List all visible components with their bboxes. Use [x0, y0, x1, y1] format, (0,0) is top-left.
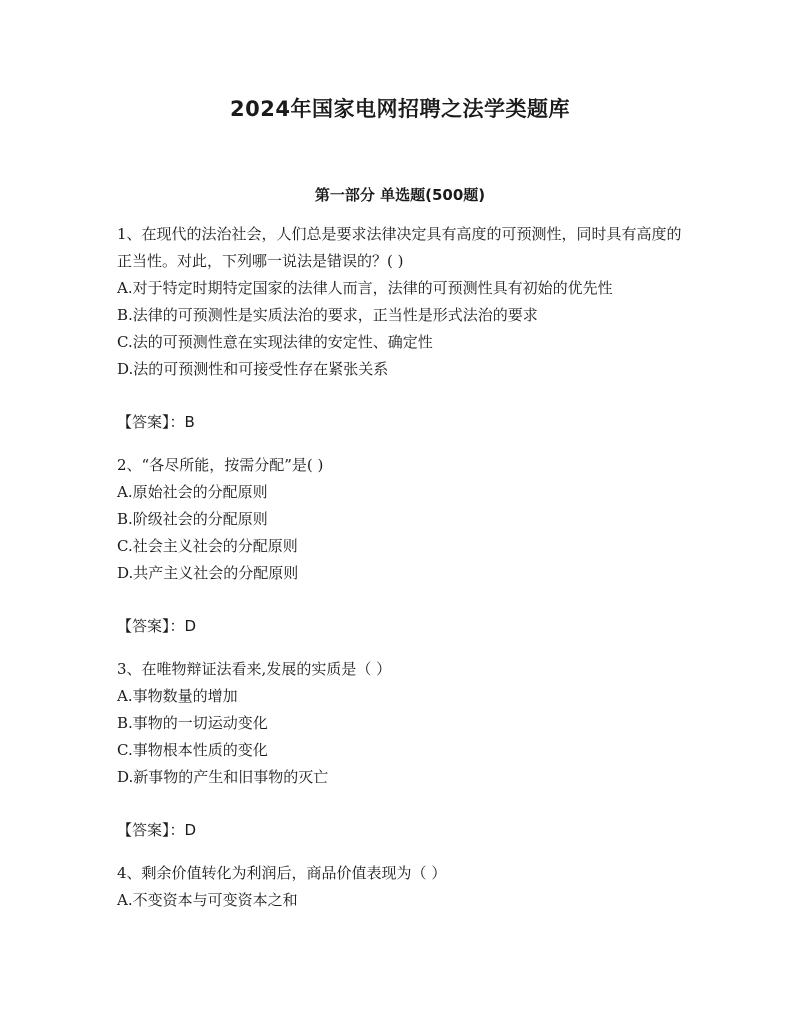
answer-value: ：B	[169, 413, 195, 431]
option-b: B.阶级社会的分配原则	[117, 510, 268, 528]
option-c: C.社会主义社会的分配原则	[117, 537, 298, 555]
option-a: A.不变资本与可变资本之和	[117, 891, 298, 909]
section-title: 第一部分 单选题(500题)	[314, 186, 486, 204]
answer-value: ：D	[169, 821, 197, 839]
option-d: D.共产主义社会的分配原则	[117, 564, 299, 582]
question-1	[117, 221, 687, 436]
option-a: A.事物数量的增加	[117, 687, 238, 705]
option-c: C.事物根本性质的变化	[117, 741, 268, 759]
answer-line	[117, 409, 687, 436]
question-stem: 1、在现代的法治社会，人们总是要求法律决定具有高度的可预测性，同时具有高度的正当性。对此，下列哪一说法是错误的？( )	[117, 225, 682, 270]
answer-value: ：D	[169, 617, 197, 635]
option-d: D.法的可预测性和可接受性存在紧张关系	[117, 360, 389, 378]
option-a: A.原始社会的分配原则	[117, 483, 268, 501]
option-d: D.新事物的产生和旧事物的灭亡	[117, 768, 329, 786]
answer-label: 【答案】	[117, 821, 170, 839]
option-c: C.法的可预测性意在实现法律的安定性、确定性	[117, 333, 433, 351]
question-stem: 3、在唯物辩证法看来,发展的实质是（ ）	[117, 660, 392, 678]
question-list	[117, 221, 687, 914]
answer-label: 【答案】	[117, 617, 170, 635]
question-2	[117, 452, 687, 640]
question-stem: 4、剩余价值转化为利润后，商品价值表现为（ ）	[117, 864, 447, 882]
question-4	[117, 860, 687, 914]
option-a: A.对于特定时期特定国家的法律人而言，法律的可预测性具有初始的优先性	[117, 279, 613, 297]
answer-line	[117, 613, 687, 640]
option-b: B.事物的一切运动变化	[117, 714, 268, 732]
option-b: B.法律的可预测性是实质法治的要求，正当性是形式法治的要求	[117, 306, 538, 324]
question-3	[117, 656, 687, 844]
answer-label: 【答案】	[117, 413, 170, 431]
answer-line	[117, 817, 687, 844]
document-title: 2024年国家电网招聘之法学类题库	[230, 97, 570, 121]
question-stem: 2、“各尽所能，按需分配”是( )	[117, 456, 324, 474]
